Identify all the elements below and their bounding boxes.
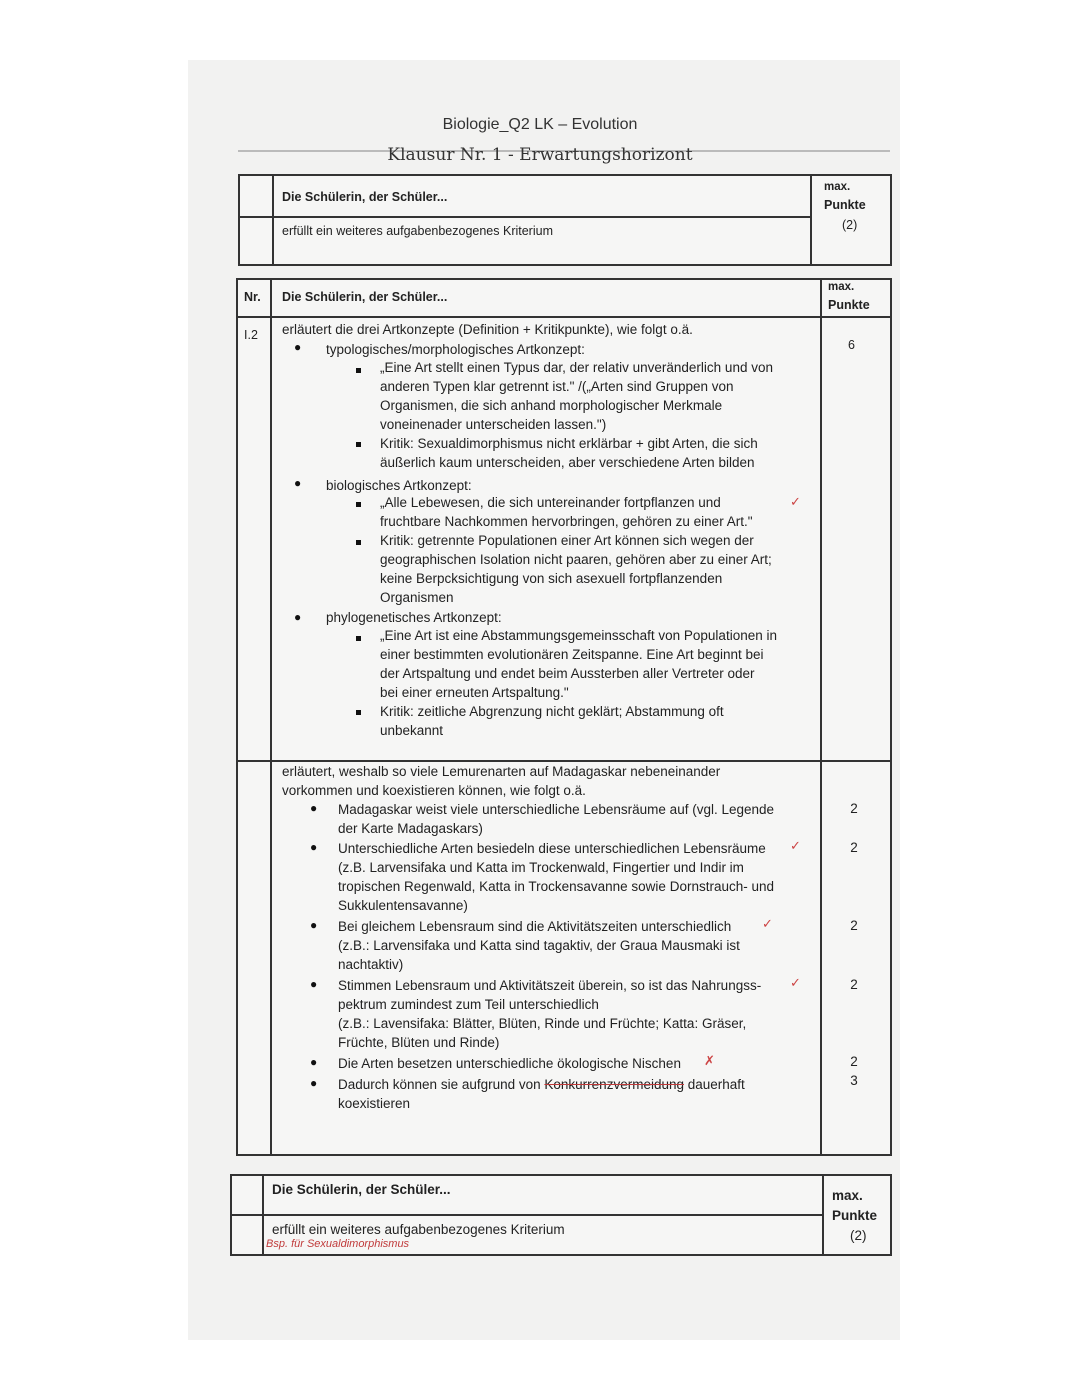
criterion-text: erfüllt ein weiteres aufgabenbezogenes Kriterium <box>282 224 553 238</box>
criteria-table-main <box>236 278 892 1156</box>
bullet-square <box>356 368 361 373</box>
text-line: geographischen Isolation nicht paaren, gehören aber zu einer Art; <box>380 552 772 567</box>
bullet-dot: ● <box>310 801 318 815</box>
bullet-square <box>356 502 361 507</box>
text-line: „Eine Art ist eine Abstammungsgemeinsschaft von Populationen in <box>380 628 777 643</box>
text-part: dauerhaft <box>687 1077 745 1092</box>
points-label: Punkte <box>832 1208 878 1223</box>
struck-word: Konkurrenzvermeidung <box>544 1077 684 1092</box>
concept-title: phylogenetisches Artkonzept: <box>326 610 502 625</box>
max-label: max. <box>832 1188 863 1203</box>
text-line: „Eine Art stellt einen Typus dar, der relativ unveränderlich und von <box>380 360 773 375</box>
text-line: einer bestimmten evolutionären Zeitspanne. Eine Art beginnt bei <box>380 647 764 662</box>
text-line <box>338 1075 745 1095</box>
text-line: Die Arten besetzen unterschiedliche ökologische Nischen <box>338 1056 681 1071</box>
text-line: nachtaktiv) <box>338 957 404 972</box>
item-points: 2 <box>850 918 858 933</box>
text-part: Dadurch können sie aufgrund von <box>338 1077 541 1092</box>
concept-title: typologisches/morphologisches Artkonzept: <box>326 342 585 357</box>
item-points: 2 <box>850 1054 858 1069</box>
check-mark-icon: ✓ <box>790 494 801 509</box>
criterion-points: (2) <box>842 218 858 232</box>
bullet-dot: ● <box>294 610 302 624</box>
text-line: Bei gleichem Lebensraum sind die Aktivitätszeiten unterschiedlich <box>338 919 732 934</box>
text-line: (z.B.: Larvensifaka und Katta sind tagaktiv, der Graua Mausmaki ist <box>338 938 740 953</box>
document-title: Klausur Nr. 1 - Erwartungshorizont <box>387 145 693 165</box>
bullet-dot: ● <box>310 1076 318 1090</box>
lemur-intro: vorkommen und koexistieren können, wie folgt o.ä. <box>282 783 586 798</box>
criteria-table-top <box>238 174 892 266</box>
text-line: koexistieren <box>338 1096 411 1111</box>
table-head: Die Schülerin, der Schüler... <box>282 190 448 204</box>
table-head: Die Schülerin, der Schüler... <box>272 1182 451 1197</box>
text-line: Kritik: getrennte Populationen einer Art können sich wegen der <box>380 533 754 548</box>
item-points: 3 <box>850 1073 858 1088</box>
text-line: Früchte, Blüten und Rinde) <box>338 1035 500 1050</box>
bullet-dot: ● <box>310 918 318 932</box>
nr-head: Nr. <box>244 290 261 304</box>
text-line: äußerlich kaum unterscheiden, aber verschiedene Arten bilden <box>380 455 755 470</box>
bullet-square <box>356 442 361 447</box>
criteria-table-bottom <box>230 1174 892 1256</box>
document-subject: Biologie_Q2 LK – Evolution <box>442 116 638 133</box>
check-mark-icon: ✓ <box>790 838 801 853</box>
text-line: Kritik: zeitliche Abgrenzung nicht geklärt; Abstammung oft <box>380 704 724 719</box>
points-label: Punkte <box>828 298 870 312</box>
cross-mark-icon: ✗ <box>704 1053 715 1068</box>
text-line: der Artspaltung und endet beim Aussterben aller Vertreter oder <box>380 666 755 681</box>
text-line: der Karte Madagaskars) <box>338 821 483 836</box>
points-label: Punkte <box>824 198 866 212</box>
text-line: Unterschiedliche Arten besiedeln diese unterschiedlichen Lebensräume <box>338 841 766 856</box>
bullet-square <box>356 636 361 641</box>
text-line: Sukkulentensavanne) <box>338 898 468 913</box>
text-line: bei einer erneuten Artspaltung." <box>380 685 569 700</box>
text-line: keine Berpcksichtigung von sich asexuell fortpflanzenden <box>380 571 723 586</box>
text-line: unbekannt <box>380 723 444 738</box>
text-line: „Alle Lebewesen, die sich untereinander fortpflanzen und <box>380 495 721 510</box>
bullet-dot: ● <box>310 840 318 854</box>
text-line: anderen Typen klar getrennt ist." /(„Arten sind Gruppen von <box>380 379 734 394</box>
concept-title: biologisches Artkonzept: <box>326 478 472 493</box>
bullet-square <box>356 540 361 545</box>
text-line: (z.B.: Lavensifaka: Blätter, Blüten, Rinde und Früchte; Katta: Gräser, <box>338 1016 747 1031</box>
max-label: max. <box>828 281 855 293</box>
table-head: Die Schülerin, der Schüler... <box>282 290 448 304</box>
text-line: voneinenader unterscheiden lassen.") <box>380 417 607 432</box>
text-line: Organismen, die sich anhand morphologischer Merkmale <box>380 398 723 413</box>
text-line: Stimmen Lebensraum und Aktivitätszeit überein, so ist das Nahrungss- <box>338 978 762 993</box>
lemur-intro: erläutert, weshalb so viele Lemurenarten auf Madagaskar nebeneinander <box>282 764 721 779</box>
item-points: 2 <box>850 840 858 855</box>
task-number: I.2 <box>244 328 258 342</box>
criterion-text: erfüllt ein weiteres aufgabenbezogenes Kriterium <box>272 1222 565 1237</box>
check-mark-icon: ✓ <box>790 975 801 990</box>
handwritten-note: Bsp. für Sexualdimorphismus <box>266 1238 410 1250</box>
bullet-square <box>356 710 361 715</box>
text-line: tropischen Regenwald, Katta in Trockensavanne sowie Dornstrauch- und <box>338 879 774 894</box>
item-points: 2 <box>850 977 858 992</box>
bullet-dot: ● <box>294 340 302 354</box>
criterion-points: (2) <box>850 1228 867 1243</box>
intro-line: erläutert die drei Artkonzepte (Definition + Kritikpunkte), wie folgt o.ä. <box>282 322 693 337</box>
text-line: Madagaskar weist viele unterschiedliche Lebensräume auf (vgl. Legende <box>338 802 775 817</box>
bullet-dot: ● <box>310 1055 318 1069</box>
text-line: pektrum zumindest zum Teil unterschiedlich <box>338 997 599 1012</box>
task-points: 6 <box>848 338 855 352</box>
max-label: max. <box>824 181 851 193</box>
check-mark-icon: ✓ <box>762 916 773 931</box>
item-points: 2 <box>850 801 858 816</box>
bullet-dot: ● <box>310 977 318 991</box>
text-line: Organismen <box>380 590 454 605</box>
text-line: (z.B. Larvensifaka und Katta im Trockenwald, Fingertier und Indir im <box>338 860 744 875</box>
bullet-dot: ● <box>294 476 302 490</box>
text-line: fruchtbare Nachkommen hervorbringen, gehören zu einer Art." <box>380 514 753 529</box>
text-line: Kritik: Sexualdimorphismus nicht erklärbar + gibt Arten, die sich <box>380 436 758 451</box>
